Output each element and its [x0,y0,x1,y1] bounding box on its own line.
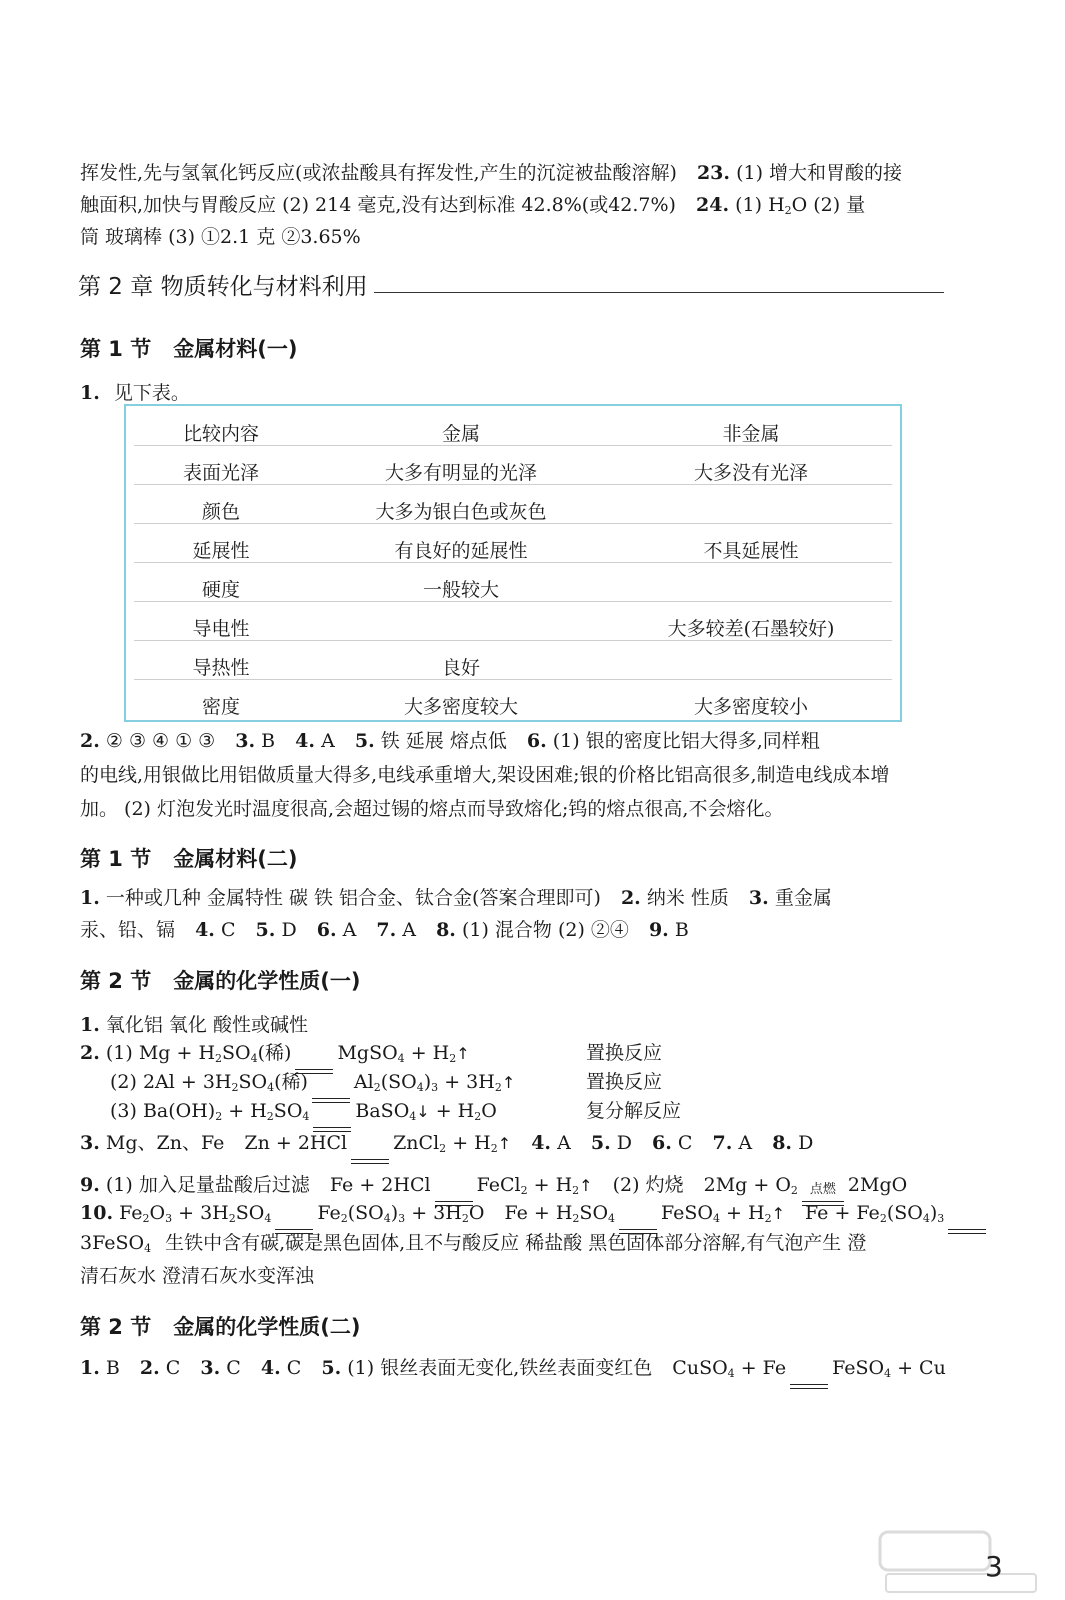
comparison-table [124,404,902,722]
table-cell: 导电性 [192,618,250,640]
q1-number: 1. [80,382,100,404]
section-title: 金属材料(一) [173,337,298,361]
s4-q2-answer: C [165,1357,181,1379]
s2-q2-answer: 纳米 性质 [646,887,729,909]
q6-answer-cont-2: 加。 (2) 灯泡发光时温度很高,会超过锡的熔点而导致熔化;钨的熔点很高,不会熔化。 [80,798,784,820]
table-cell: 不具延展性 [703,540,799,562]
s4-q1-answer: B [105,1357,120,1379]
s2-q1-answer: 一种或几种 金属特性 碳 铁 铝合金、钛合金(答案合理即可) [105,887,601,909]
table-row [126,685,900,724]
page-number: 3 [985,1550,1003,1583]
s2-q6-answer: A [342,919,357,941]
chapter-title: 第 2 章 物质转化与材料利用 [78,274,374,300]
table-cell: 硬度 [201,579,240,601]
q3-answer: B [261,730,276,752]
table-header: 比较内容 [182,423,259,445]
section-heading-4 [80,1311,360,1341]
s3-q9-answer-1: (1) 加入足量盐酸后过滤 [105,1174,310,1196]
s2-q3-answer-cont: 汞、铅、镉 [80,919,176,941]
s2-q4-answer: C [220,919,236,941]
reaction-type: 复分解反应 [586,1100,682,1122]
q24-number: 24. [696,194,730,216]
s4-line-1: 1. B 2. C 3. C 4. C 5. (1) 银丝表面无变化,铁丝表面变红色 CuSO$_4$ + Fe FeSO$_4$ + Cu [80,1357,946,1380]
table-rule [134,679,892,680]
table-rule [134,640,892,641]
s2-q8-answer: (1) 混合物 (2) ②④ [461,919,629,941]
s3-q6-answer: C [677,1132,693,1154]
s1-q1 [80,380,190,406]
s3-q5-answer: D [616,1132,632,1154]
watermark-logo [876,1528,1046,1596]
table-cell: 大多没有光泽 [693,462,808,484]
s1-answers-line-3 [80,796,783,822]
table-rule [134,445,892,446]
table-cell: 延展性 [192,540,250,562]
table-cell: 大多有明显的光泽 [384,462,537,484]
q6-answer-cont: 的电线,用银做比用铝做质量大得多,电线承重增大,架设困难;银的价格比铝高很多,制造电线成本增 [80,764,890,786]
s3-q2-number: 2. [80,1042,100,1064]
q23-number: 23. [696,162,731,184]
section-heading-1 [80,333,297,363]
s3-q9-answer-2: (2) 灼烧 [612,1174,684,1196]
s3-q10-answer-cont: 清石灰水 澄清石灰水变浑浊 [80,1265,315,1287]
q6-answer: (1) 银的密度比铝大得多,同样粗 [552,730,820,752]
s3-q1: 1. 氧化铝 氧化 酸性或碱性 [80,1014,308,1036]
s1-answers-line-1: 2. ② ③ ④ ① ③ 3. B 4. A 5. 铁 延展 熔点低 6. (1) 银的密度比铝大得多,同样粗 [80,730,820,752]
s3-q3-line: 3. Mg、Zn、Fe Zn + 2HCl ZnCl$_2$ + $H_2↑$ 4. A 5. D 6. C 7. A 8. D [80,1132,814,1155]
chapter-heading [78,268,944,302]
s3-q10-line-1: 10. $Fe_2O_3 + 3H_2SO_4$ $Fe_2(SO_4)_3 + 3H_2O$ $Fe + H_2SO_4$ FeSO$_4$ + $H_2↑$ $Fe + Fe_2(SO_4)_3$ [80,1202,945,1225]
s3-q10-line-2: 3FeSO$_4$ 生铁中含有碳,碳是黑色固体,且不与酸反应 稀盐酸 黑色固体部分溶解,有气泡产生 澄 [80,1232,867,1255]
s2-line-1: 1. 一种或几种 金属特性 碳 铁 铝合金、钛合金(答案合理即可) 2. 纳米 性质 3. 重金属 [80,887,832,909]
section-heading-3 [80,965,360,995]
s4-q4-answer: C [286,1357,302,1379]
table-rule [134,523,892,524]
table-cell: 大多为银白色或灰色 [375,501,547,523]
table-header: 非金属 [722,423,780,445]
s3-q4-answer: A [557,1132,571,1154]
table-cell: 颜色 [201,501,240,523]
s4-q3-answer: C [226,1357,241,1379]
s3-q7-answer: A [738,1132,753,1154]
table-cell: 有良好的延展性 [394,540,528,562]
s4-q5-answer: (1) 银丝表面无变化,铁丝表面变红色 [347,1357,653,1379]
intro-text-2: 触面积,加快与胃酸反应 (2) 214 毫克,没有达到标准 42.8%(或42.7%) [80,194,676,216]
s2-q7-answer: A [402,919,417,941]
s3-q2-eq1: 2. (1) $Mg + H_2SO_4$(稀) MgSO$_4$ + $H_2↑$ 置换反应 [80,1042,663,1065]
s3-q2-eq3: (3) $Ba(OH)_2 + H_2SO_4$ BaSO$_4$↓ + $H_2O$ 复分解反应 [110,1100,682,1123]
s2-line-2: 汞、铅、镉 4. C 5. D 6. A 7. A 8. (1) 混合物 (2) ②④ 9. B [80,919,689,941]
reaction-type: 置换反应 [586,1071,663,1093]
table-cell: 一般较大 [422,579,499,601]
s1-answers-line-2 [80,762,890,788]
q23-text: (1) 增大和胃酸的接 [736,162,903,184]
s2-q3-answer: 重金属 [774,887,832,909]
section-title: 金属材料(二) [173,847,298,871]
section-heading-2 [80,843,297,873]
s3-q2-eq2: (2) $2Al + 3H_2SO_4$(稀) $Al_2(SO_4)_3$ + $3H_2↑$ 置换反应 [110,1071,663,1094]
section-title: 金属的化学性质(一) [173,969,361,993]
q24-text-b: O (2) 量 [791,194,866,216]
s3-q1-answer: 氧化铝 氧化 酸性或碱性 [105,1014,308,1036]
s3-q8-answer: D [798,1132,814,1154]
table-cell: 大多较差(石墨较好) [667,618,835,640]
section-number: 第 2 节 [80,1315,152,1339]
s3-q10-answer: 生铁中含有碳,碳是黑色固体,且不与酸反应 稀盐酸 黑色固体部分溶解,有气泡产生 澄 [165,1232,867,1254]
s3-q9-line: 9. (1) 加入足量盐酸后过滤 Fe + 2HCl FeCl$_2$ + $H_2↑$ (2) 灼烧 $2Mg + O_2$ 点燃 2MgO [80,1172,907,1204]
intro-text-1: 挥发性,先与氢氧化钙反应(或浓盐酸具有挥发性,产生的沉淀被盐酸溶解) [80,162,677,184]
intro-line-1 [80,160,902,186]
q1-text: 见下表。 [113,382,190,404]
section-number: 第 2 节 [80,969,152,993]
s2-q9-answer: B [674,919,689,941]
table-cell: 表面光泽 [182,462,259,484]
s3-q10-line-3 [80,1263,314,1289]
section-number: 第 1 节 [80,847,152,871]
table-cell: 大多密度较大 [403,696,518,718]
intro-text-3: 筒 玻璃棒 (3) ①2.1 克 ②3.65% [80,226,361,248]
intro-line-2: 触面积,加快与胃酸反应 (2) 214 毫克,没有达到标准 42.8%(或42.7%) 24. (1) $H_2O$ (2) 量 [80,194,866,217]
q4-answer: A [321,730,335,752]
q24-text-a: (1) H [735,194,785,216]
table-cell: 大多密度较小 [693,696,808,718]
table-cell: 密度 [201,696,240,718]
table-rule [134,484,892,485]
q5-answer: 铁 延展 熔点低 [380,730,507,752]
q2-answer: ② ③ ④ ① ③ [105,730,216,752]
table-header: 金属 [441,423,480,445]
intro-line-3 [80,224,361,250]
table-cell: 导热性 [192,657,250,679]
table-cell: 良好 [441,657,480,679]
s2-q5-answer: D [281,919,297,941]
section-number: 第 1 节 [80,337,152,361]
section-title: 金属的化学性质(二) [173,1315,361,1339]
condition-label: 点燃 [809,1182,836,1197]
s3-q3-answer: Mg、Zn、Fe [105,1132,225,1154]
table-rule [134,601,892,602]
table-rule [134,562,892,563]
reaction-type: 置换反应 [586,1042,663,1064]
